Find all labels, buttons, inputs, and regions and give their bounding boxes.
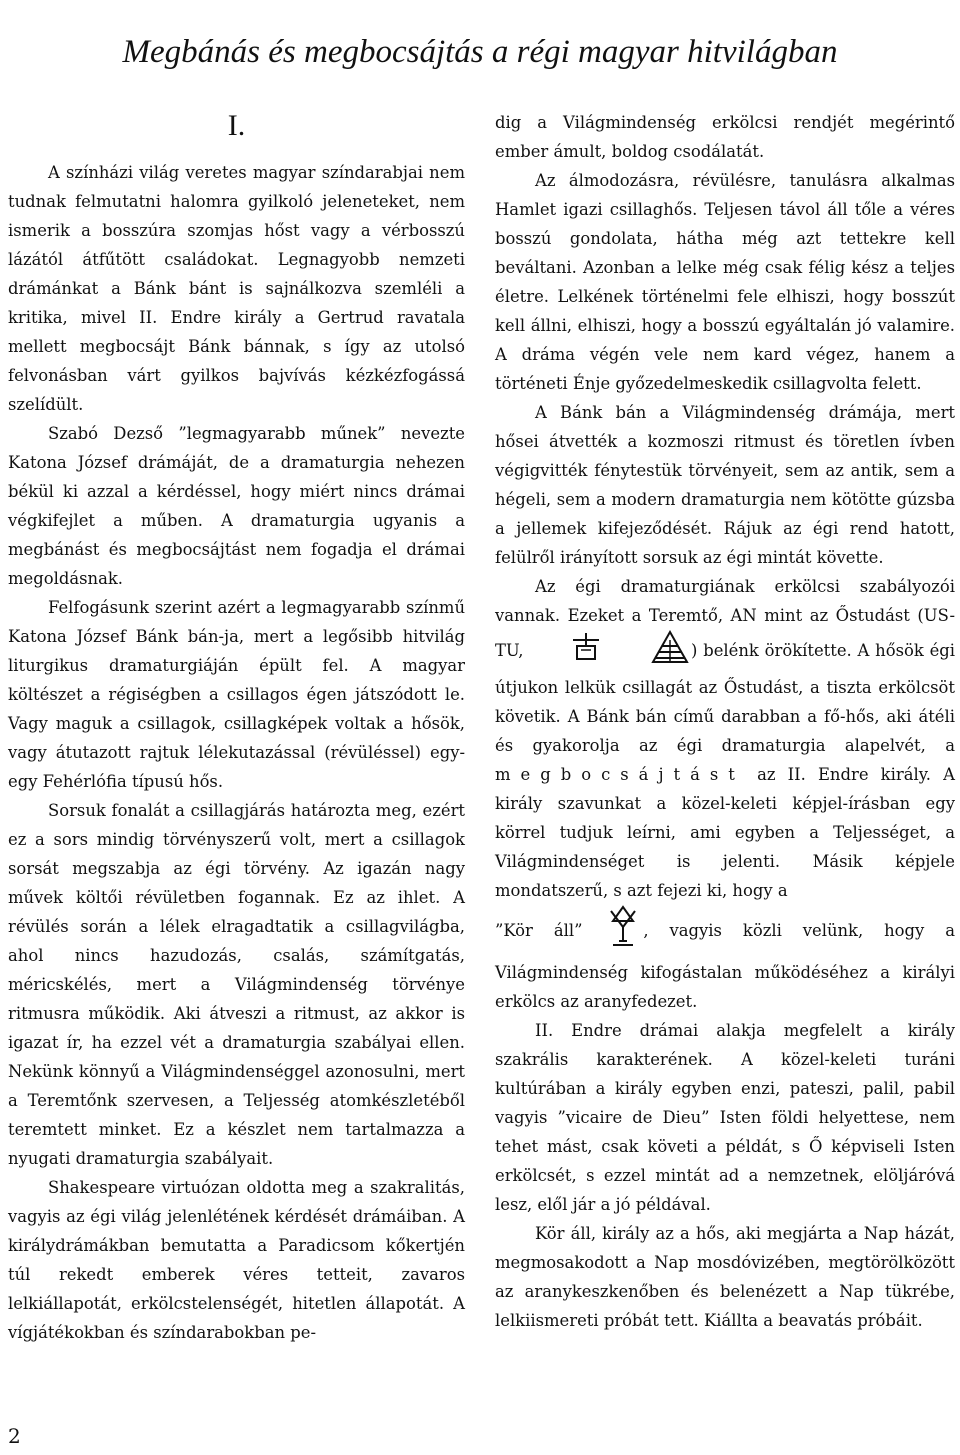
paragraph: A színházi világ veretes magyar színdarabjai nem tudnak felmutatni halomra gyilkoló jeleneteket, nem ismerik a bosszúra szomjas hőst vagy a vérbosszú lázától átfűtött családokat. Legnagyobb nemzeti drámánkat a Bánk bánt is sajnálkozva szemléli a kritika, mivel II. Endre király a Gertrud ravatala mellett megbocsájt Bánk bánnak, s így az utolsó felvonásban várt gyilkos bajvívás kézkézfogássá szelídült. <box>8 163 465 414</box>
paragraph <box>495 572 955 905</box>
right-column <box>495 108 955 1335</box>
paragraph: Shakespeare virtuózan oldotta meg a szakralitás, vagyis az égi világ jelenlétének kérdését drámáiban. A királydrámákban bemutatta a Paradicsom kőkertjén túl rekedt emberek véres tetteit, zavaros lelkiállapotát, erkölcstelenségét, hitetlen állapotát. A vígjátékokban és színdarabokban pe- <box>8 1178 465 1342</box>
page-title: Megbánás és megbocsájtás a régi magyar hitvilágban <box>122 34 838 70</box>
paragraph: dig a Világmindenség erkölcsi rendjét megérintő ember ámult, boldog csodálatát. <box>495 113 955 161</box>
paragraph: Szabó Dezső ”legmagyarabb műnek” nevezte Katona József drámáját, de a dramaturgia nehezen békül ki azzal a kérdéssel, hogy miért nincs drámai végkifejlet a műben. A dramaturgia ugyanis a megbánást és megbocsájtást nem fogadja el drámai megoldásnak. <box>8 424 465 588</box>
paragraph: Kör áll, király az a hős, aki megjárta a Nap házát, megmosakodott a Nap mosdóvizében, megtörölközött az aranykeszkenőben és belenézett a Nap tükrébe, lelkiismereti próbát tett. Kiállta a beavatás próbáit. <box>495 1224 955 1330</box>
paragraph: A Bánk bán a Világmindenség drámája, mert hősei átvették a kozmoszi ritmust és töretlen ívben végigvitték fénytestük törvényeit, sem az antik, sem a hégeli, sem a modern dramaturgia nem kötötte gúzsba a jellemek kifejeződését. Rájuk az égi rend hatott, felülről irányított sorsuk az égi mintát követte. <box>495 403 955 567</box>
king-pictogram-icon <box>603 905 643 958</box>
text-span: ”Kör áll” <box>495 921 583 940</box>
paragraph: Az álmodozásra, révülésre, tanulásra alkalmas Hamlet igazi csillaghős. Teljesen távol áll tőle a véres bosszú gondolata, hátha még azt tettekre kell beváltani. Azonban a lelke még csak félig kész a teljes életre. Lelkének történelmi fele elhiszi, hogy bosszút kell állni, elhiszi, hogy a bosszú egyáltalán jó valamire. A dráma végén vele nem kard végez, hanem a történeti Énje győzedelmeskedik csillagvolta felett. <box>495 171 955 393</box>
paragraph: Felfogásunk szerint azért a legmagyarabb színmű Katona József Bánk bán-ja, mert a legősibb hitvilág liturgikus dramaturgiáján épült fel. A magyar költészet a régiségben a csillagos égen játszódott le. Vagy maguk a csillagok, csillagképek voltak a hősök, vagy átutazott rajtuk lélekutazással (révüléssel) egy-egy Fehérlófia típusú hős. <box>8 598 465 791</box>
paragraph: II. Endre drámai alakja megfelelt a király szakrális karakterének. A közel-keleti turáni kultúrában a király egyben enzi, pateszi, palil, pabil vagyis ”vicaire de Dieu” Isten földi helyettese, nem tehet mást, csak követi a példát, s Ő képviseli Isten erkölcsét, s ezzel mintát ad a nemzetnek, elöljáróvá lesz, elől jár a jó példával. <box>495 1021 955 1214</box>
chapter-heading: I. <box>227 109 246 142</box>
text-span: Az égi dramaturgiának erkölcsi szabályozói vannak. Ezeket a Teremtő, AN mint az Őstudást (US-TU, <box>495 577 955 660</box>
text-span: az II. Endre király. A király szavunkat a közel-keleti képjel-írásban egy körrel tudjuk leírni, ami egyben a Teljességet, a Világmindenséget is jelenti. Másik képjele mondatszerű, s azt fejezi ki, hogy a <box>495 765 955 900</box>
cuneiform-sign-tu-icon <box>609 630 691 673</box>
spaced-emphasis: megbocsájtást <box>495 765 745 784</box>
text-span: , vagyis közli velünk, hogy a Világmindenség kifogástalan működéséhez a királyi erkölcs az aranyfedezet. <box>495 921 955 1011</box>
paragraph: Sorsuk fonalát a csillagjárás határozta meg, ezért ez a sors mindig törvényszerű volt, mert a csillagok sorsát megszabja az égi törvény. Az igazán nagy művek költői révületben fogannak. Ez az ihlet. A révülés során a lélek elragadtatik a csillagvilágba, ahol nincs hazudozás, csalás, számítgatás, méricskélés, mert a Világmindenség törvénye ritmusra működik. Aki átveszi a ritmust, az akkor is igazat ír, ha ezzel vét a dramaturgia szabályai ellen. Nekünk könnyű a Világmindenséggel azonosulni, mert a Teremtőnk szervesen, a Teljesség atomkészletéből teremtett minket. Ez a készlet nem tartalmazza a nyugati dramaturgia szabályait. <box>8 801 465 1168</box>
page-number: 2 <box>8 1424 21 1448</box>
cuneiform-sign-us-icon <box>529 632 603 671</box>
paragraph <box>495 905 955 1016</box>
left-column <box>8 108 465 1347</box>
text-span: ) belénk örökítette. A hősök égi útjukon lelkük csillagát az Őstudást, a tiszta erkölcsöt követik. A Bánk bán című darabban a fő-hős, aki átéli és gyakorolja az égi dramaturgia alapelvét, a <box>495 641 956 755</box>
